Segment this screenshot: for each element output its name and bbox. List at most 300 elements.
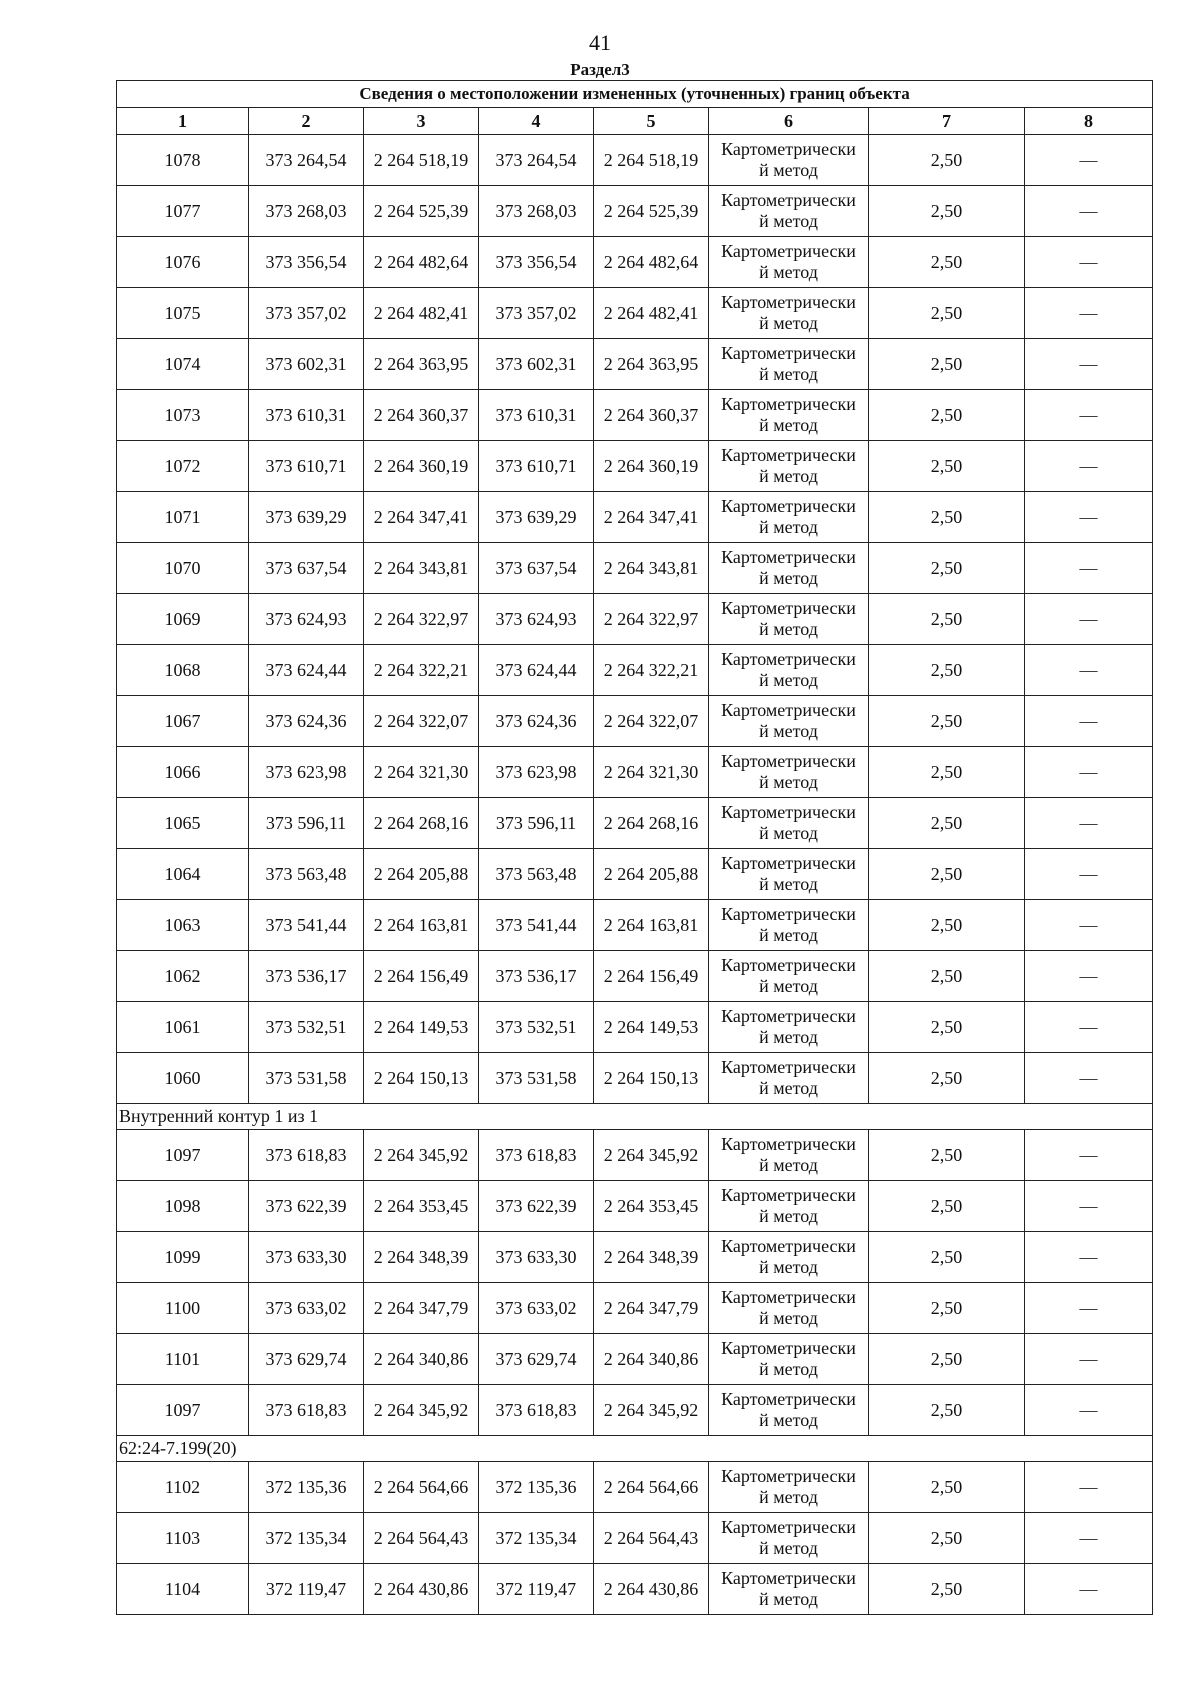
table-row (117, 288, 1153, 339)
note-cell: — (1025, 186, 1153, 237)
column-header: 3 (364, 108, 479, 135)
y-refined-cell: 2 264 363,95 (594, 339, 709, 390)
y-refined-cell: 2 264 322,97 (594, 594, 709, 645)
y-existing-cell: 2 264 518,19 (364, 135, 479, 186)
y-existing-cell: 2 264 360,37 (364, 390, 479, 441)
precision-cell: 2,50 (869, 1283, 1025, 1334)
precision-cell: 2,50 (869, 288, 1025, 339)
method-line-1: Картометрически (721, 955, 856, 975)
method-line-1: Картометрически (721, 649, 856, 669)
table-row (117, 492, 1153, 543)
precision-cell: 2,50 (869, 696, 1025, 747)
method-line-1: Картометрически (721, 904, 856, 924)
point-number-cell: 1078 (117, 135, 249, 186)
table-row (117, 186, 1153, 237)
y-refined-cell: 2 264 348,39 (594, 1232, 709, 1283)
method-line-2: й метод (759, 1308, 818, 1328)
method-line-2: й метод (759, 1487, 818, 1507)
method-line-1: Картометрически (721, 1568, 856, 1588)
x-existing-cell: 373 639,29 (249, 492, 364, 543)
x-existing-cell: 372 119,47 (249, 1564, 364, 1615)
method-line-2: й метод (759, 1078, 818, 1098)
precision-cell: 2,50 (869, 1232, 1025, 1283)
note-cell: — (1025, 1232, 1153, 1283)
y-refined-cell: 2 264 564,43 (594, 1513, 709, 1564)
note-cell: — (1025, 1283, 1153, 1334)
note-cell: — (1025, 951, 1153, 1002)
x-existing-cell: 373 536,17 (249, 951, 364, 1002)
x-existing-cell: 372 135,34 (249, 1513, 364, 1564)
method-line-2: й метод (759, 619, 818, 639)
x-refined-cell: 373 610,71 (479, 441, 594, 492)
method-line-2: й метод (759, 211, 818, 231)
note-cell: — (1025, 543, 1153, 594)
x-refined-cell: 373 532,51 (479, 1002, 594, 1053)
precision-cell: 2,50 (869, 594, 1025, 645)
x-refined-cell: 373 357,02 (479, 288, 594, 339)
point-number-cell: 1060 (117, 1053, 249, 1104)
y-existing-cell: 2 264 163,81 (364, 900, 479, 951)
precision-cell: 2,50 (869, 1053, 1025, 1104)
precision-cell: 2,50 (869, 645, 1025, 696)
note-cell: — (1025, 1053, 1153, 1104)
note-cell: — (1025, 696, 1153, 747)
y-refined-cell: 2 264 163,81 (594, 900, 709, 951)
x-refined-cell: 373 633,30 (479, 1232, 594, 1283)
table-row (117, 798, 1153, 849)
table-row (117, 1002, 1153, 1053)
x-existing-cell: 373 602,31 (249, 339, 364, 390)
x-refined-cell: 373 624,36 (479, 696, 594, 747)
method-cell (709, 1334, 869, 1385)
contour-label: 62:24-7.199(20) (117, 1436, 1153, 1462)
table-row (117, 237, 1153, 288)
x-existing-cell: 373 541,44 (249, 900, 364, 951)
point-number-cell: 1075 (117, 288, 249, 339)
method-line-1: Картометрически (721, 1185, 856, 1205)
point-number-cell: 1097 (117, 1385, 249, 1436)
method-cell (709, 951, 869, 1002)
x-refined-cell: 373 618,83 (479, 1385, 594, 1436)
method-cell (709, 1283, 869, 1334)
point-number-cell: 1076 (117, 237, 249, 288)
x-existing-cell: 373 268,03 (249, 186, 364, 237)
x-existing-cell: 373 610,71 (249, 441, 364, 492)
precision-cell: 2,50 (869, 1130, 1025, 1181)
y-existing-cell: 2 264 360,19 (364, 441, 479, 492)
y-refined-cell: 2 264 322,21 (594, 645, 709, 696)
method-cell (709, 1513, 869, 1564)
method-cell (709, 237, 869, 288)
x-refined-cell: 373 637,54 (479, 543, 594, 594)
method-line-2: й метод (759, 364, 818, 384)
note-cell: — (1025, 288, 1153, 339)
note-cell: — (1025, 1513, 1153, 1564)
method-line-1: Картометрически (721, 241, 856, 261)
x-existing-cell: 373 633,02 (249, 1283, 364, 1334)
x-refined-cell: 373 264,54 (479, 135, 594, 186)
method-cell (709, 492, 869, 543)
x-refined-cell: 372 135,34 (479, 1513, 594, 1564)
y-refined-cell: 2 264 353,45 (594, 1181, 709, 1232)
precision-cell: 2,50 (869, 186, 1025, 237)
column-header: 7 (869, 108, 1025, 135)
x-existing-cell: 373 624,44 (249, 645, 364, 696)
precision-cell: 2,50 (869, 492, 1025, 543)
point-number-cell: 1099 (117, 1232, 249, 1283)
method-line-1: Картометрически (721, 853, 856, 873)
method-line-1: Картометрически (721, 292, 856, 312)
y-existing-cell: 2 264 322,97 (364, 594, 479, 645)
table-row (117, 951, 1153, 1002)
method-line-1: Картометрически (721, 1134, 856, 1154)
table-row (117, 747, 1153, 798)
note-cell: — (1025, 594, 1153, 645)
x-refined-cell: 373 536,17 (479, 951, 594, 1002)
method-line-2: й метод (759, 313, 818, 333)
precision-cell: 2,50 (869, 237, 1025, 288)
y-existing-cell: 2 264 340,86 (364, 1334, 479, 1385)
method-line-1: Картометрически (721, 1338, 856, 1358)
precision-cell: 2,50 (869, 1385, 1025, 1436)
table-row (117, 441, 1153, 492)
x-refined-cell: 372 135,36 (479, 1462, 594, 1513)
x-refined-cell: 373 622,39 (479, 1181, 594, 1232)
method-line-2: й метод (759, 823, 818, 843)
y-existing-cell: 2 264 205,88 (364, 849, 479, 900)
method-line-2: й метод (759, 1155, 818, 1175)
column-header: 5 (594, 108, 709, 135)
y-existing-cell: 2 264 156,49 (364, 951, 479, 1002)
point-number-cell: 1071 (117, 492, 249, 543)
method-cell (709, 1181, 869, 1232)
method-cell (709, 1002, 869, 1053)
x-refined-cell: 373 268,03 (479, 186, 594, 237)
method-cell (709, 1462, 869, 1513)
note-cell: — (1025, 135, 1153, 186)
table-row (117, 594, 1153, 645)
table-row (117, 1053, 1153, 1104)
x-refined-cell: 373 602,31 (479, 339, 594, 390)
y-refined-cell: 2 264 345,92 (594, 1385, 709, 1436)
point-number-cell: 1064 (117, 849, 249, 900)
precision-cell: 2,50 (869, 339, 1025, 390)
method-cell (709, 900, 869, 951)
method-line-1: Картометрически (721, 445, 856, 465)
point-number-cell: 1072 (117, 441, 249, 492)
y-refined-cell: 2 264 360,19 (594, 441, 709, 492)
point-number-cell: 1104 (117, 1564, 249, 1615)
point-number-cell: 1063 (117, 900, 249, 951)
x-refined-cell: 373 624,93 (479, 594, 594, 645)
table-row (117, 1130, 1153, 1181)
note-cell: — (1025, 1181, 1153, 1232)
method-line-1: Картометрически (721, 1466, 856, 1486)
method-cell (709, 186, 869, 237)
y-existing-cell: 2 264 343,81 (364, 543, 479, 594)
x-refined-cell: 373 596,11 (479, 798, 594, 849)
x-existing-cell: 373 531,58 (249, 1053, 364, 1104)
x-refined-cell: 373 610,31 (479, 390, 594, 441)
x-existing-cell: 373 563,48 (249, 849, 364, 900)
x-existing-cell: 373 633,30 (249, 1232, 364, 1283)
method-line-1: Картометрически (721, 700, 856, 720)
y-refined-cell: 2 264 345,92 (594, 1130, 709, 1181)
precision-cell: 2,50 (869, 1564, 1025, 1615)
y-refined-cell: 2 264 518,19 (594, 135, 709, 186)
y-refined-cell: 2 264 482,64 (594, 237, 709, 288)
method-line-2: й метод (759, 1410, 818, 1430)
y-refined-cell: 2 264 340,86 (594, 1334, 709, 1385)
y-refined-cell: 2 264 347,41 (594, 492, 709, 543)
table-title-row (117, 81, 1153, 108)
x-existing-cell: 373 357,02 (249, 288, 364, 339)
column-header: 2 (249, 108, 364, 135)
method-line-2: й метод (759, 1206, 818, 1226)
page-number: 41 (589, 30, 611, 55)
y-refined-cell: 2 264 322,07 (594, 696, 709, 747)
method-line-2: й метод (759, 925, 818, 945)
contour-header-row (117, 1436, 1153, 1462)
method-cell (709, 747, 869, 798)
x-existing-cell: 373 637,54 (249, 543, 364, 594)
y-refined-cell: 2 264 205,88 (594, 849, 709, 900)
method-line-1: Картометрически (721, 343, 856, 363)
method-line-2: й метод (759, 772, 818, 792)
x-existing-cell: 373 618,83 (249, 1385, 364, 1436)
note-cell: — (1025, 798, 1153, 849)
point-number-cell: 1069 (117, 594, 249, 645)
point-number-cell: 1077 (117, 186, 249, 237)
y-refined-cell: 2 264 347,79 (594, 1283, 709, 1334)
y-refined-cell: 2 264 430,86 (594, 1564, 709, 1615)
note-cell: — (1025, 1334, 1153, 1385)
x-refined-cell: 373 624,44 (479, 645, 594, 696)
method-line-2: й метод (759, 1027, 818, 1047)
point-number-cell: 1062 (117, 951, 249, 1002)
precision-cell: 2,50 (869, 798, 1025, 849)
precision-cell: 2,50 (869, 747, 1025, 798)
method-cell (709, 1053, 869, 1104)
method-line-2: й метод (759, 874, 818, 894)
x-existing-cell: 373 624,36 (249, 696, 364, 747)
x-existing-cell: 373 532,51 (249, 1002, 364, 1053)
table-title: Сведения о местоположении измененных (уточненных) границ объекта (117, 81, 1153, 108)
y-refined-cell: 2 264 156,49 (594, 951, 709, 1002)
precision-cell: 2,50 (869, 1513, 1025, 1564)
point-number-cell: 1097 (117, 1130, 249, 1181)
note-cell: — (1025, 747, 1153, 798)
note-cell: — (1025, 849, 1153, 900)
method-cell (709, 135, 869, 186)
point-number-cell: 1068 (117, 645, 249, 696)
method-cell (709, 1564, 869, 1615)
table-row (117, 645, 1153, 696)
note-cell: — (1025, 390, 1153, 441)
table-row (117, 900, 1153, 951)
method-cell (709, 645, 869, 696)
table-row (117, 849, 1153, 900)
method-line-2: й метод (759, 1359, 818, 1379)
table-row (117, 1385, 1153, 1436)
point-number-cell: 1102 (117, 1462, 249, 1513)
precision-cell: 2,50 (869, 1002, 1025, 1053)
y-refined-cell: 2 264 150,13 (594, 1053, 709, 1104)
precision-cell: 2,50 (869, 390, 1025, 441)
precision-cell: 2,50 (869, 849, 1025, 900)
x-refined-cell: 373 639,29 (479, 492, 594, 543)
table-row (117, 1564, 1153, 1615)
note-cell: — (1025, 492, 1153, 543)
x-existing-cell: 373 624,93 (249, 594, 364, 645)
y-refined-cell: 2 264 525,39 (594, 186, 709, 237)
precision-cell: 2,50 (869, 900, 1025, 951)
y-existing-cell: 2 264 347,79 (364, 1283, 479, 1334)
column-header: 1 (117, 108, 249, 135)
precision-cell: 2,50 (869, 1181, 1025, 1232)
method-line-2: й метод (759, 1257, 818, 1277)
y-refined-cell: 2 264 149,53 (594, 1002, 709, 1053)
y-refined-cell: 2 264 482,41 (594, 288, 709, 339)
x-existing-cell: 373 610,31 (249, 390, 364, 441)
note-cell: — (1025, 339, 1153, 390)
column-number-row (117, 108, 1153, 135)
method-cell (709, 1385, 869, 1436)
note-cell: — (1025, 1385, 1153, 1436)
table-row (117, 1462, 1153, 1513)
method-line-1: Картометрически (721, 496, 856, 516)
y-existing-cell: 2 264 482,41 (364, 288, 479, 339)
table-row (117, 1334, 1153, 1385)
x-refined-cell: 372 119,47 (479, 1564, 594, 1615)
table-row (117, 696, 1153, 747)
x-existing-cell: 373 356,54 (249, 237, 364, 288)
method-cell (709, 594, 869, 645)
method-cell (709, 543, 869, 594)
point-number-cell: 1065 (117, 798, 249, 849)
y-existing-cell: 2 264 321,30 (364, 747, 479, 798)
method-line-2: й метод (759, 721, 818, 741)
y-existing-cell: 2 264 363,95 (364, 339, 479, 390)
method-line-1: Картометрически (721, 598, 856, 618)
x-existing-cell: 373 629,74 (249, 1334, 364, 1385)
table-row (117, 339, 1153, 390)
method-line-2: й метод (759, 517, 818, 537)
method-cell (709, 696, 869, 747)
point-number-cell: 1061 (117, 1002, 249, 1053)
y-existing-cell: 2 264 149,53 (364, 1002, 479, 1053)
x-existing-cell: 373 623,98 (249, 747, 364, 798)
method-line-2: й метод (759, 415, 818, 435)
table-row (117, 390, 1153, 441)
point-number-cell: 1103 (117, 1513, 249, 1564)
x-existing-cell: 373 264,54 (249, 135, 364, 186)
y-refined-cell: 2 264 343,81 (594, 543, 709, 594)
method-line-2: й метод (759, 1538, 818, 1558)
contour-label: Внутренний контур 1 из 1 (117, 1104, 1153, 1130)
y-existing-cell: 2 264 322,07 (364, 696, 479, 747)
method-cell (709, 1130, 869, 1181)
y-existing-cell: 2 264 564,43 (364, 1513, 479, 1564)
column-header: 4 (479, 108, 594, 135)
method-line-1: Картометрически (721, 1517, 856, 1537)
method-line-2: й метод (759, 976, 818, 996)
point-number-cell: 1066 (117, 747, 249, 798)
method-cell (709, 339, 869, 390)
x-refined-cell: 373 629,74 (479, 1334, 594, 1385)
note-cell: — (1025, 645, 1153, 696)
y-refined-cell: 2 264 564,66 (594, 1462, 709, 1513)
method-cell (709, 288, 869, 339)
note-cell: — (1025, 1002, 1153, 1053)
method-line-2: й метод (759, 160, 818, 180)
method-line-1: Картометрически (721, 190, 856, 210)
y-refined-cell: 2 264 321,30 (594, 747, 709, 798)
point-number-cell: 1070 (117, 543, 249, 594)
method-line-2: й метод (759, 466, 818, 486)
table-row (117, 1513, 1153, 1564)
x-existing-cell: 372 135,36 (249, 1462, 364, 1513)
method-line-1: Картометрически (721, 1236, 856, 1256)
method-line-1: Картометрически (721, 1389, 856, 1409)
y-refined-cell: 2 264 268,16 (594, 798, 709, 849)
note-cell: — (1025, 1564, 1153, 1615)
note-cell: — (1025, 900, 1153, 951)
method-line-2: й метод (759, 670, 818, 690)
method-line-1: Картометрически (721, 394, 856, 414)
column-header: 6 (709, 108, 869, 135)
method-line-1: Картометрически (721, 802, 856, 822)
precision-cell: 2,50 (869, 951, 1025, 1002)
y-existing-cell: 2 264 347,41 (364, 492, 479, 543)
table-row (117, 1181, 1153, 1232)
method-line-1: Картометрически (721, 1006, 856, 1026)
y-existing-cell: 2 264 348,39 (364, 1232, 479, 1283)
note-cell: — (1025, 1462, 1153, 1513)
column-header: 8 (1025, 108, 1153, 135)
method-cell (709, 390, 869, 441)
note-cell: — (1025, 237, 1153, 288)
point-number-cell: 1098 (117, 1181, 249, 1232)
method-cell (709, 1232, 869, 1283)
y-existing-cell: 2 264 482,64 (364, 237, 479, 288)
note-cell: — (1025, 1130, 1153, 1181)
method-cell (709, 441, 869, 492)
x-refined-cell: 373 356,54 (479, 237, 594, 288)
x-refined-cell: 373 563,48 (479, 849, 594, 900)
x-refined-cell: 373 541,44 (479, 900, 594, 951)
method-line-1: Картометрически (721, 547, 856, 567)
y-existing-cell: 2 264 430,86 (364, 1564, 479, 1615)
method-line-1: Картометрически (721, 1287, 856, 1307)
precision-cell: 2,50 (869, 135, 1025, 186)
y-existing-cell: 2 264 345,92 (364, 1130, 479, 1181)
method-line-1: Картометрически (721, 139, 856, 159)
precision-cell: 2,50 (869, 1334, 1025, 1385)
table-body (117, 135, 1153, 1615)
point-number-cell: 1074 (117, 339, 249, 390)
method-cell (709, 849, 869, 900)
table-row (117, 543, 1153, 594)
y-existing-cell: 2 264 150,13 (364, 1053, 479, 1104)
point-number-cell: 1067 (117, 696, 249, 747)
method-line-1: Картометрически (721, 1057, 856, 1077)
precision-cell: 2,50 (869, 543, 1025, 594)
y-existing-cell: 2 264 525,39 (364, 186, 479, 237)
note-cell: — (1025, 441, 1153, 492)
precision-cell: 2,50 (869, 1462, 1025, 1513)
y-existing-cell: 2 264 353,45 (364, 1181, 479, 1232)
